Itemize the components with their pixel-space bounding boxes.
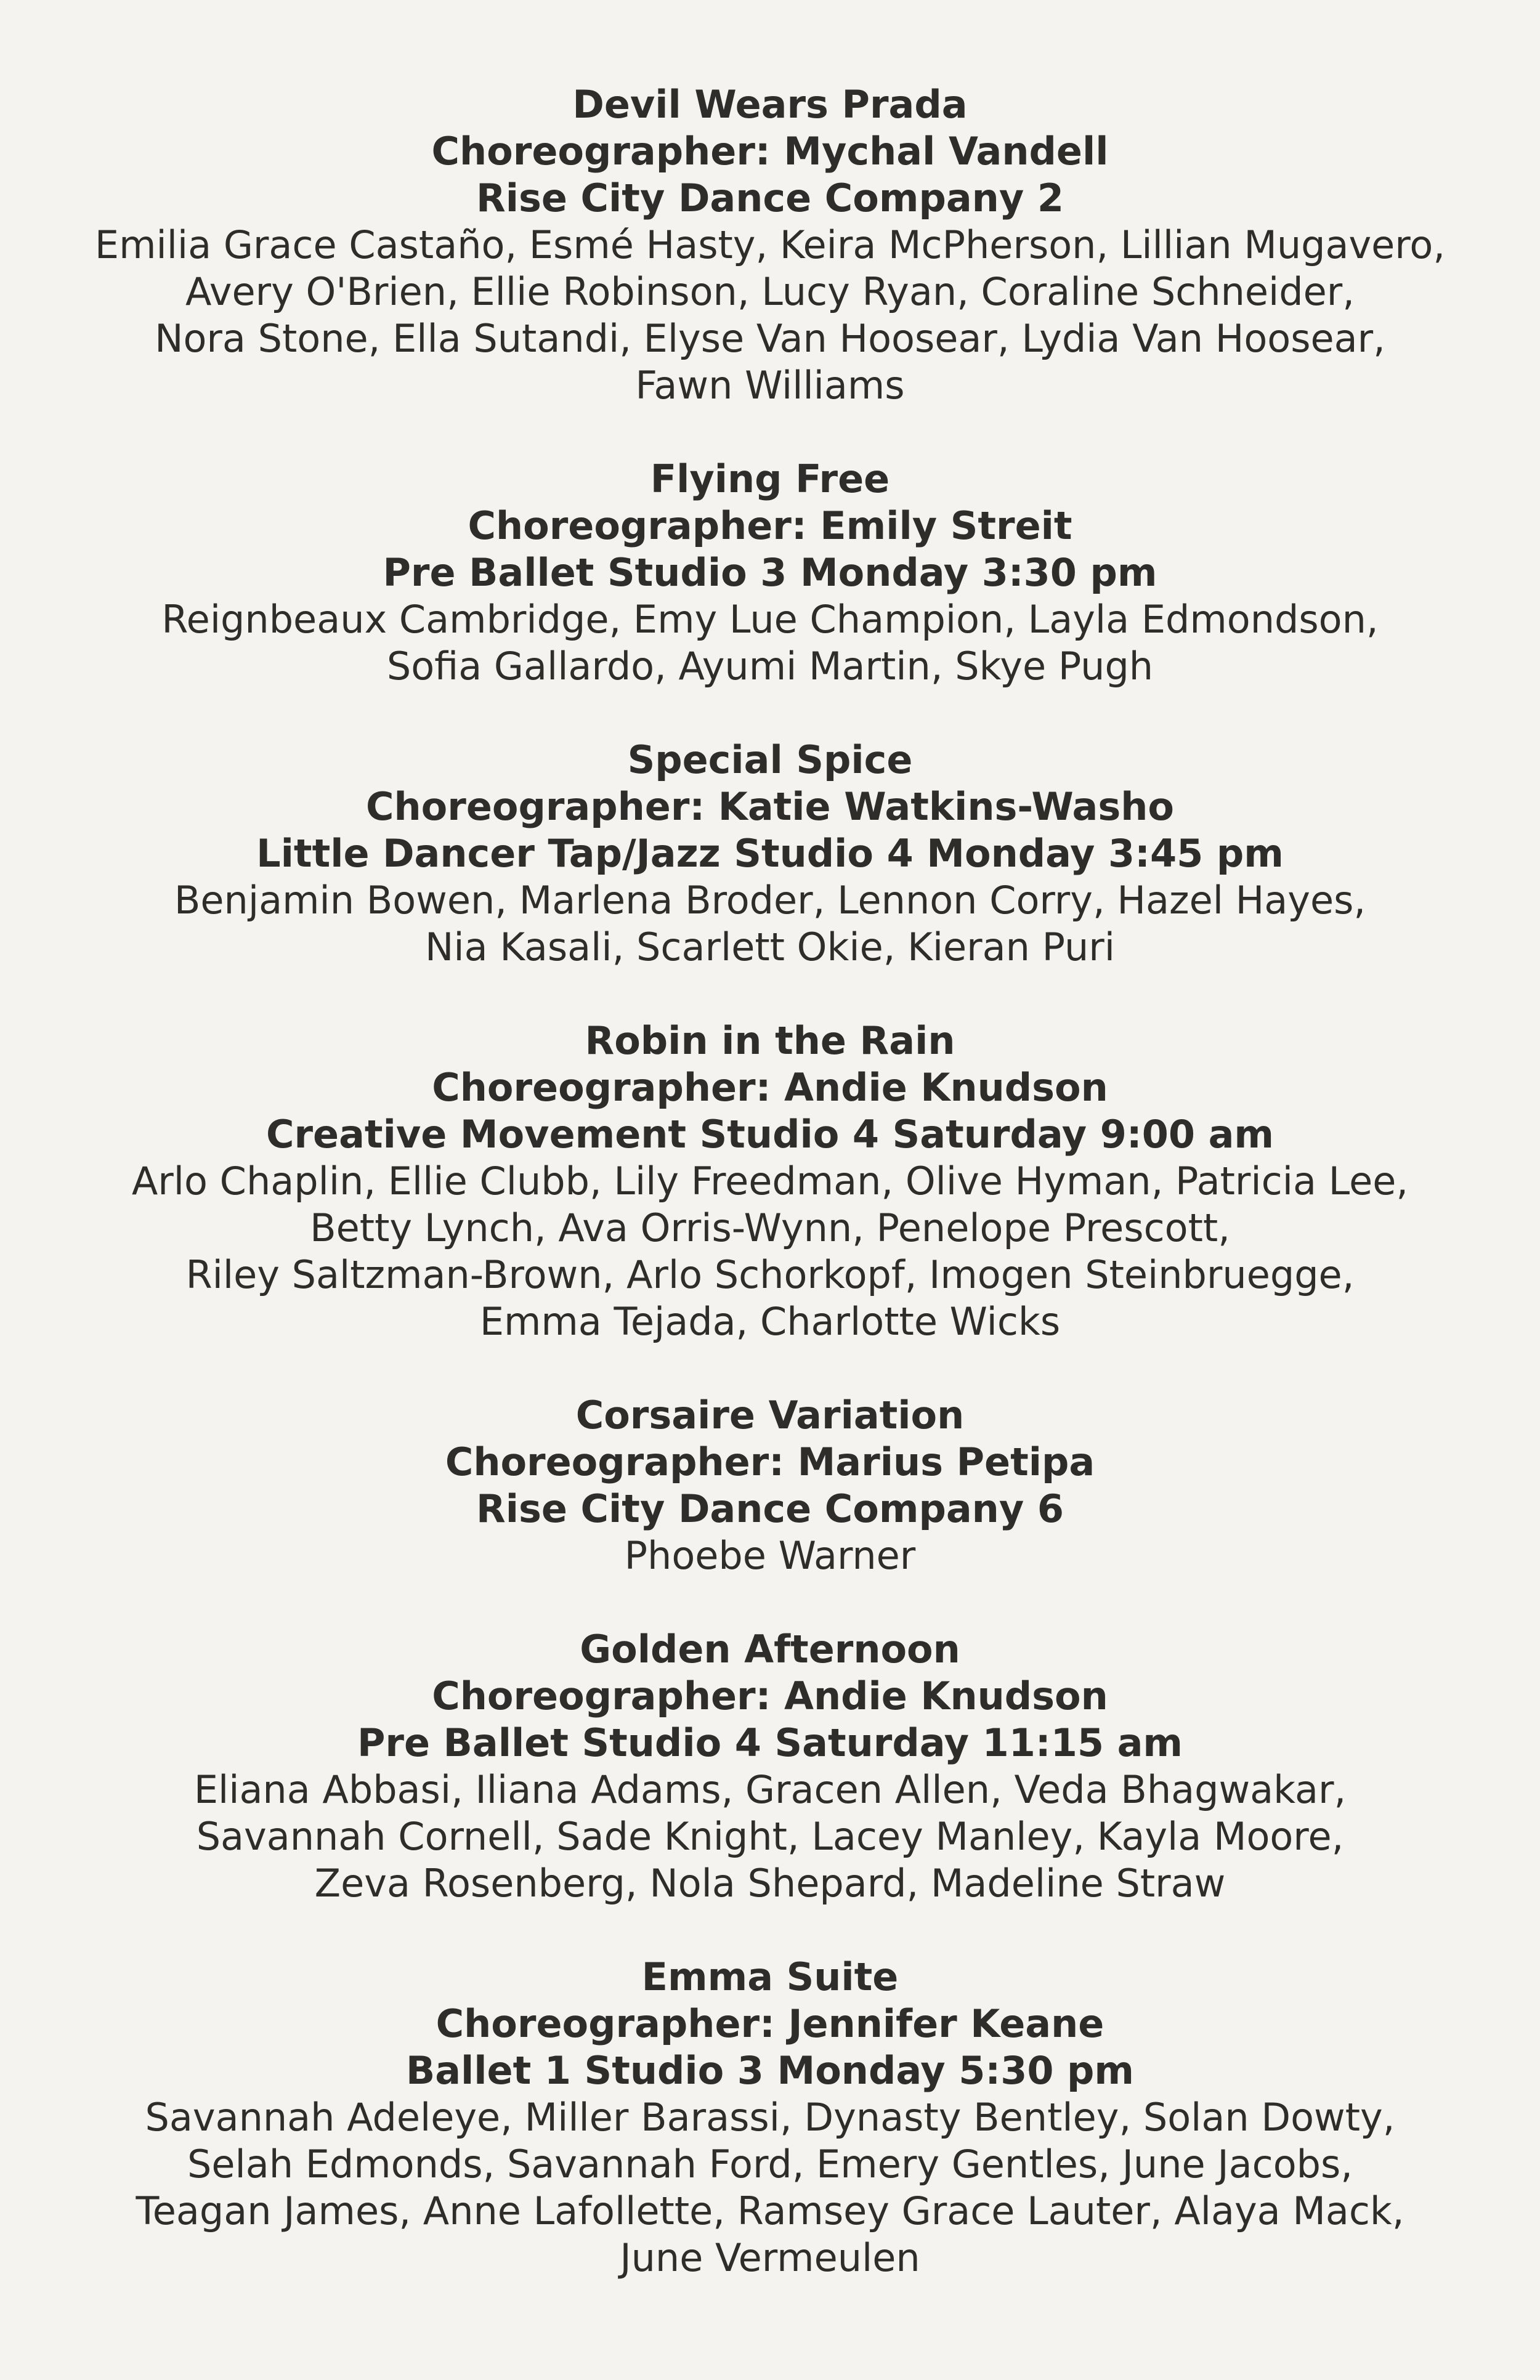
cast-line: Arlo Chaplin, Ellie Clubb, Lily Freedman, Olive Hyman, Patricia Lee, <box>131 1159 1409 1204</box>
cast-line: Teagan James, Anne Lafollette, Ramsey Grace Lauter, Alaya Mack, <box>136 2188 1404 2233</box>
piece-class: Ballet 1 Studio 3 Monday 5:30 pm <box>405 2048 1135 2093</box>
piece-choreographer: Choreographer: Katie Watkins-Washo <box>366 784 1174 829</box>
piece-corsaire-variation <box>0 1392 1540 1579</box>
piece-choreographer: Choreographer: Marius Petipa <box>445 1439 1095 1484</box>
piece-class: Rise City Dance Company 2 <box>476 176 1064 221</box>
cast-line: Reignbeaux Cambridge, Emy Lue Champion, Layla Edmondson, <box>161 597 1379 642</box>
cast-line: Savannah Adeleye, Miller Barassi, Dynasty Bentley, Solan Dowty, <box>145 2095 1395 2140</box>
piece-title: Golden Afternoon <box>580 1627 960 1672</box>
cast-line: Emilia Grace Castaño, Esmé Hasty, Keira McPherson, Lillian Mugavero, <box>94 222 1446 267</box>
piece-choreographer: Choreographer: Andie Knudson <box>432 1674 1108 1718</box>
piece-choreographer: Choreographer: Andie Knudson <box>432 1065 1108 1110</box>
piece-class: Creative Movement Studio 4 Saturday 9:00 am <box>265 1112 1275 1157</box>
cast-line: June Vermeulen <box>620 2235 920 2280</box>
piece-class: Pre Ballet Studio 4 Saturday 11:15 am <box>357 1720 1183 1765</box>
cast-line: Eliana Abbasi, Iliana Adams, Gracen Allen, Veda Bhagwakar, <box>193 1767 1347 1812</box>
cast-line: Emma Tejada, Charlotte Wicks <box>479 1299 1061 1344</box>
piece-special-spice <box>0 737 1540 971</box>
piece-title: Special Spice <box>627 737 913 782</box>
piece-title: Emma Suite <box>641 1954 899 1999</box>
piece-devil-wears-prada <box>0 81 1540 409</box>
piece-choreographer: Choreographer: Emily Streit <box>468 503 1072 548</box>
piece-choreographer: Choreographer: Jennifer Keane <box>436 2001 1104 2046</box>
piece-title: Robin in the Rain <box>585 1018 955 1063</box>
cast-line: Savannah Cornell, Sade Knight, Lacey Manley, Kayla Moore, <box>196 1814 1344 1859</box>
cast-line: Selah Edmonds, Savannah Ford, Emery Gentles, June Jacobs, <box>187 2142 1353 2187</box>
cast-line: Avery O'Brien, Ellie Robinson, Lucy Ryan, Coraline Schneider, <box>185 269 1355 314</box>
piece-golden-afternoon <box>0 1626 1540 1907</box>
cast-line: Phoebe Warner <box>624 1533 916 1578</box>
piece-emma-suite <box>0 1954 1540 2281</box>
cast-line: Fawn Williams <box>635 363 905 408</box>
piece-flying-free <box>0 456 1540 690</box>
cast-line: Zeva Rosenberg, Nola Shepard, Madeline Straw <box>314 1861 1226 1906</box>
cast-line: Betty Lynch, Ava Orris-Wynn, Penelope Prescott, <box>310 1205 1230 1250</box>
piece-choreographer: Choreographer: Mychal Vandell <box>431 129 1109 174</box>
piece-title: Flying Free <box>650 456 890 501</box>
cast-line: Sofia Gallardo, Ayumi Martin, Skye Pugh <box>386 644 1154 689</box>
cast-line: Riley Saltzman-Brown, Arlo Schorkopf, Imogen Steinbruegge, <box>185 1252 1355 1297</box>
piece-class: Rise City Dance Company 6 <box>476 1486 1064 1531</box>
piece-title: Devil Wears Prada <box>572 82 968 127</box>
piece-class: Pre Ballet Studio 3 Monday 3:30 pm <box>383 550 1157 595</box>
piece-robin-in-the-rain <box>0 1018 1540 1345</box>
cast-line: Nia Kasali, Scarlett Okie, Kieran Puri <box>425 925 1115 969</box>
piece-title: Corsaire Variation <box>575 1393 965 1438</box>
cast-line: Benjamin Bowen, Marlena Broder, Lennon Corry, Hazel Hayes, <box>174 878 1366 923</box>
cast-line: Nora Stone, Ella Sutandi, Elyse Van Hoosear, Lydia Van Hoosear, <box>155 316 1385 361</box>
piece-class: Little Dancer Tap/Jazz Studio 4 Monday 3:45 pm <box>256 831 1284 876</box>
